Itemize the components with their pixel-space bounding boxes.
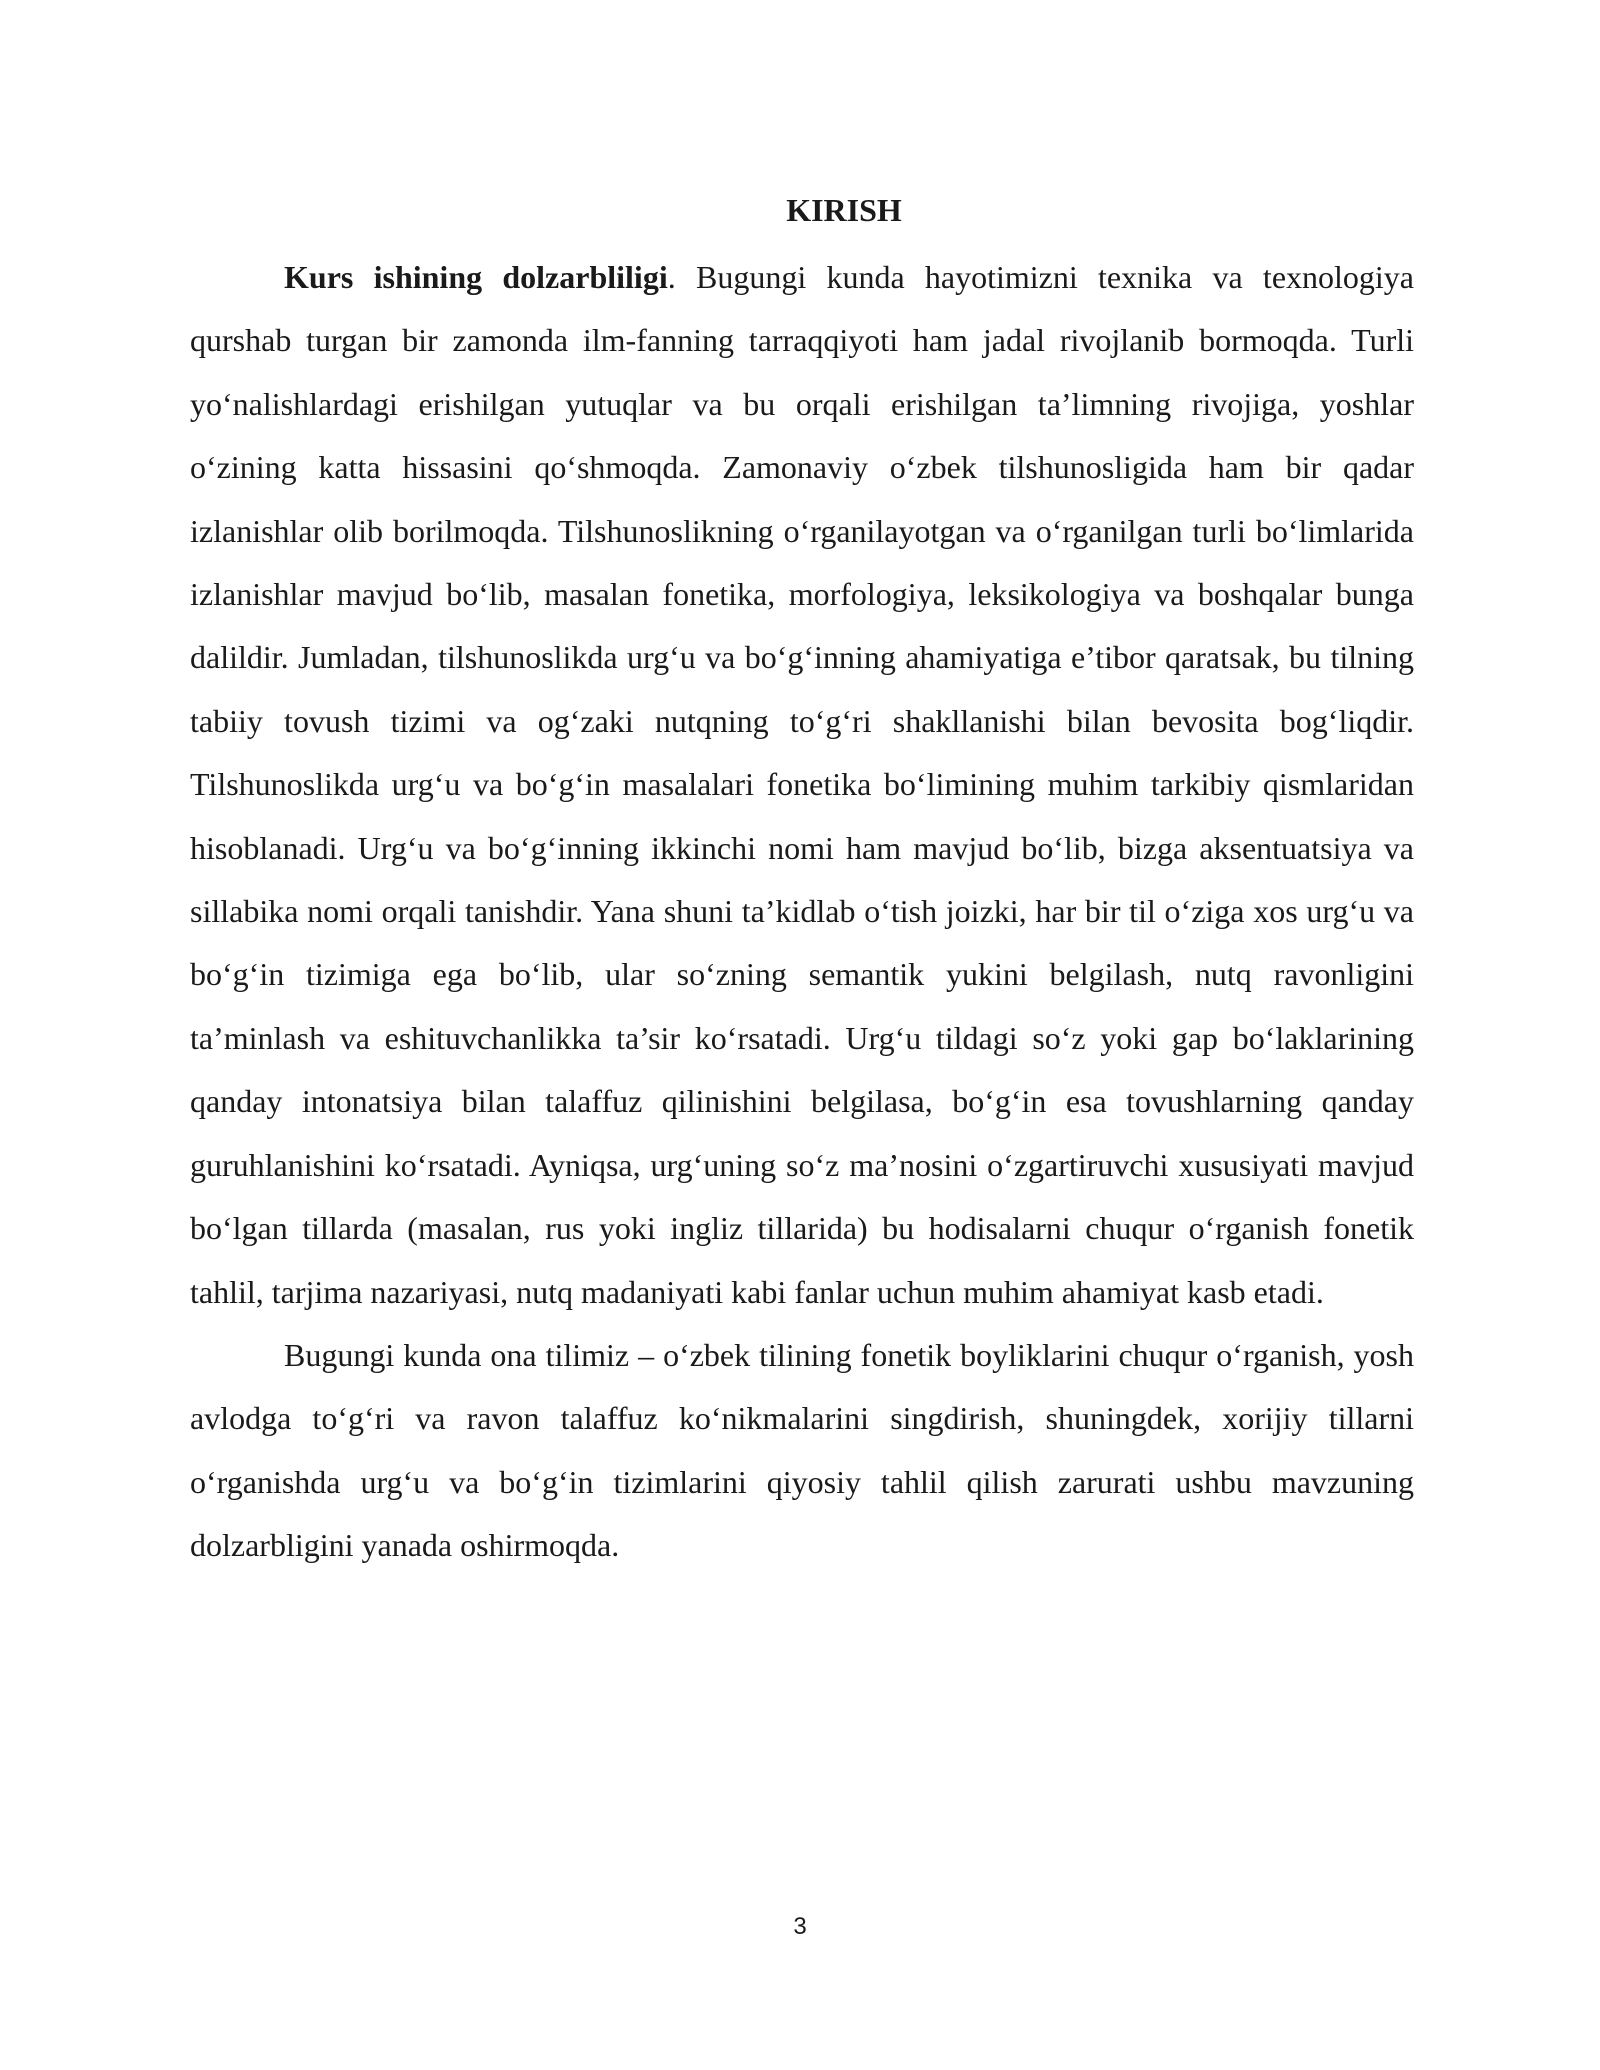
section-heading: KIRISH — [786, 192, 902, 228]
paragraph-text: . Bugungi kunda hayotimizni texnika va texnologiya qurshab turgan bir zamonda ilm-fanning tarraqqiyoti ham jadal rivojlanib bormoqda. Turli yo‘nalishlardagi erishilgan yutuqlar va bu orqali erishilgan ta’limning rivojiga, yoshlar o‘zining katta hissasini qo‘shmoqda. Zamonaviy o‘zbek tilshunosligida ham bir qadar izlanishlar olib borilmoqda. Tilshunoslikning o‘rganilayotgan va o‘rganilgan turli bo‘limlarida izlanishlar mavjud bo‘lib, masalan fonetika, morfologiya, leksikologiya va boshqalar bunga dalildir. Jumladan, tilshunoslikda urg‘u va bo‘g‘inning ahamiyatiga e’tibor qaratsak, bu tilning tabiiy tovush tizimi va og‘zaki nutqning to‘g‘ri shakllanishi bilan bevosita bog‘liqdir. Tilshunoslikda urg‘u va bo‘g‘in masalalari fonetika bo‘limining muhim tarkibiy qismlaridan hisoblanadi. Urg‘u va bo‘g‘inning ikkinchi nomi ham mavjud bo‘lib, bizga aksentuatsiya va sillabika nomi orqali tanishdir. Yana shuni ta’kidlab o‘tish joizki, har bir til o‘ziga xos urg‘u va bo‘g‘in tizimiga ega bo‘lib, ular so‘zning semantik yukini belgilash, nutq ravonligini ta’minlash va eshituvchanlikka ta’sir ko‘rsatadi. Urg‘u tildagi so‘z yoki gap bo‘laklarining qanday intonatsiya bilan talaffuz qilinishini belgilasa, bo‘g‘in esa tovushlarning qanday guruhlanishini ko‘rsatadi. Ayniqsa, urg‘uning so‘z ma’nosini o‘zgartiruvchi xususiyati mavjud bo‘lgan tillarda (masalan, rus yoki ingliz tillarida) bu hodisalarni chuqur o‘rganish fonetik tahlil, tarjima nazariyasi, nutq madaniyati kabi fanlar uchun muhim ahamiyat kasb etadi. — [190, 259, 1415, 1310]
paragraph-relevance — [190, 246, 1414, 1324]
paragraph-text: Bugungi kunda ona tilimiz – o‘zbek tilining fonetik boyliklarini chuqur o‘rganish, yosh avlodga to‘g‘ri va ravon talaffuz ko‘nikmalarini singdirish, shuningdek, xorijiy tillarni o‘rganishda urg‘u va bo‘g‘in tizimlarini qiyosiy tahlil qilish zarurati ushbu mavzuning dolzarbligini yanada oshirmoqda. — [190, 1336, 1414, 1564]
document-body — [190, 246, 1414, 1578]
paragraph-lead-term: Kurs ishining dolzarbliligi — [284, 259, 668, 295]
paragraph-today — [190, 1324, 1414, 1578]
page-number: 3 — [793, 1913, 807, 1940]
